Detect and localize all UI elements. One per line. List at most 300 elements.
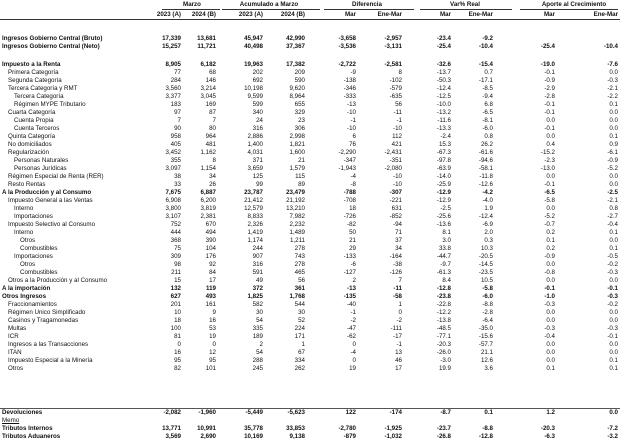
row-cell: 3,045 bbox=[200, 93, 216, 100]
row-cell: 1,579 bbox=[289, 165, 305, 172]
row-cell: 16 bbox=[174, 349, 181, 356]
row-cell: 6,887 bbox=[200, 189, 216, 196]
row-label: Régimen Especial de Renta (RER) bbox=[8, 173, 104, 180]
column-header: Ene-Mar bbox=[468, 11, 493, 18]
row-cell: 0 bbox=[212, 341, 216, 348]
row-cell: 24 bbox=[256, 117, 263, 124]
row-cell: -726 bbox=[343, 213, 356, 220]
row-cell: 421 bbox=[391, 141, 402, 148]
table-row bbox=[0, 357, 620, 365]
row-cell: 17,339 bbox=[162, 35, 181, 42]
table-row bbox=[0, 85, 620, 93]
row-cell: 0.0 bbox=[546, 317, 555, 324]
row-cell: -0.1 bbox=[544, 109, 555, 116]
table-row bbox=[0, 333, 620, 341]
row-cell: 340 bbox=[252, 109, 263, 116]
row-cell: 46 bbox=[395, 357, 402, 364]
table-row bbox=[0, 301, 620, 309]
row-cell: -0.1 bbox=[607, 333, 618, 340]
row-cell: 26 bbox=[209, 181, 216, 188]
row-cell: -579 bbox=[389, 85, 402, 92]
table-row bbox=[0, 109, 620, 117]
row-cell: -13.3 bbox=[436, 125, 451, 132]
row-cell: -8 bbox=[350, 181, 356, 188]
row-cell: 13,771 bbox=[162, 425, 181, 432]
row-cell: 3,097 bbox=[165, 165, 181, 172]
row-cell: -6.0 bbox=[482, 293, 493, 300]
table-row bbox=[0, 285, 620, 293]
table-row bbox=[0, 237, 620, 245]
row-cell: 670 bbox=[205, 221, 216, 228]
row-cell: 15 bbox=[174, 277, 181, 284]
row-cell: 100 bbox=[170, 325, 181, 332]
row-cell: -5,623 bbox=[287, 409, 305, 416]
table-row bbox=[0, 157, 620, 165]
row-cell: 202 bbox=[252, 69, 263, 76]
row-cell: 19.9 bbox=[438, 365, 451, 372]
row-cell: -12.6 bbox=[478, 181, 493, 188]
row-cell: 17,382 bbox=[286, 61, 305, 68]
row-cell: -0.8 bbox=[544, 269, 555, 276]
row-cell: 9,620 bbox=[289, 85, 305, 92]
row-cell: 3.6 bbox=[484, 365, 493, 372]
row-cell: 2.0 bbox=[484, 229, 493, 236]
table-row bbox=[0, 229, 620, 237]
row-cell: 18 bbox=[174, 317, 181, 324]
row-cell: 4,031 bbox=[247, 149, 263, 156]
row-cell: -133 bbox=[343, 253, 356, 260]
table-row bbox=[0, 173, 620, 181]
row-cell: -2,431 bbox=[384, 149, 402, 156]
row-cell: 56 bbox=[395, 101, 402, 108]
row-cell: -58 bbox=[393, 293, 402, 300]
row-cell: 97 bbox=[174, 109, 181, 116]
row-cell: 627 bbox=[170, 293, 181, 300]
row-cell: -2.8 bbox=[482, 309, 493, 316]
row-cell: 9 bbox=[212, 309, 216, 316]
row-cell: -135 bbox=[343, 293, 356, 300]
row-cell: 81 bbox=[174, 333, 181, 340]
row-cell: 3,377 bbox=[165, 93, 181, 100]
row-cell: -3,658 bbox=[338, 35, 356, 42]
row-cell: -126 bbox=[389, 269, 402, 276]
table-row bbox=[0, 433, 620, 441]
row-cell: 0.9 bbox=[609, 141, 618, 148]
row-cell: 146 bbox=[205, 77, 216, 84]
row-cell: -8.1 bbox=[482, 117, 493, 124]
row-cell: -67.3 bbox=[436, 149, 451, 156]
row-cell: -0.9 bbox=[544, 77, 555, 84]
row-cell: -1,943 bbox=[338, 165, 356, 172]
row-cell: 390 bbox=[205, 237, 216, 244]
row-cell: -6.9 bbox=[482, 221, 493, 228]
row-cell: 0.0 bbox=[546, 205, 555, 212]
row-cell: -307 bbox=[389, 189, 402, 196]
row-label: Casinos y Tragamonedas bbox=[8, 317, 79, 324]
table-row bbox=[0, 293, 620, 301]
row-label: ICR bbox=[8, 333, 19, 340]
row-cell: -351 bbox=[389, 157, 402, 164]
table-row bbox=[0, 189, 620, 197]
row-cell: -6.5 bbox=[544, 189, 555, 196]
row-cell: 119 bbox=[206, 285, 216, 292]
row-cell: -20.5 bbox=[478, 253, 493, 260]
row-cell: -635 bbox=[389, 93, 402, 100]
row-cell: 0.0 bbox=[609, 349, 618, 356]
row-cell: -0.2 bbox=[607, 261, 618, 268]
row-label: Interno bbox=[14, 205, 34, 212]
row-cell: 0.1 bbox=[609, 357, 618, 364]
row-cell: -38 bbox=[393, 261, 402, 268]
row-cell: -13.6 bbox=[436, 221, 451, 228]
row-label: Régimen Único Simplificado bbox=[8, 309, 86, 316]
row-cell: 68 bbox=[209, 69, 216, 76]
row-cell: -2.1 bbox=[607, 85, 618, 92]
row-cell: -4 bbox=[350, 349, 356, 356]
row-label: No domiciliados bbox=[8, 141, 52, 148]
group-header-acumulado: Acumulado a Marzo bbox=[239, 1, 299, 8]
table-row bbox=[0, 181, 620, 189]
row-cell: 582 bbox=[252, 301, 263, 308]
row-cell: 8,905 bbox=[165, 61, 181, 68]
row-cell: 10 bbox=[174, 309, 181, 316]
row-cell: -12.5 bbox=[436, 93, 451, 100]
row-cell: -0.3 bbox=[607, 325, 618, 332]
row-cell: -111 bbox=[390, 325, 402, 332]
row-cell: 71 bbox=[395, 229, 402, 236]
row-cell: -0.5 bbox=[607, 253, 618, 260]
row-cell: 8 bbox=[398, 69, 402, 76]
row-label: Tercera Categoría bbox=[14, 93, 64, 100]
row-cell: -788 bbox=[343, 189, 356, 196]
row-cell: 11,721 bbox=[197, 42, 216, 50]
group-header-var-real: Var% Real bbox=[450, 1, 480, 8]
row-cell: 1,211 bbox=[289, 237, 305, 244]
row-cell: 355 bbox=[170, 157, 181, 164]
row-cell: -2,722 bbox=[338, 61, 356, 68]
row-cell: -1 bbox=[396, 341, 402, 348]
row-cell: 45,947 bbox=[244, 35, 263, 42]
row-cell: -0.2 bbox=[607, 301, 618, 308]
row-cell: -97.8 bbox=[436, 157, 451, 164]
row-cell: 9,599 bbox=[247, 93, 263, 100]
row-label: Impuesto a la Renta bbox=[2, 61, 61, 68]
row-cell: -2.7 bbox=[607, 213, 618, 220]
row-cell: 161 bbox=[205, 301, 216, 308]
row-cell: 3,107 bbox=[165, 213, 181, 220]
row-cell: 0.0 bbox=[609, 125, 618, 132]
row-cell: 752 bbox=[170, 221, 181, 228]
table-row bbox=[0, 365, 620, 373]
row-cell: -11 bbox=[393, 109, 402, 116]
row-cell: -13 bbox=[347, 285, 356, 292]
row-cell: 1 bbox=[398, 301, 402, 308]
row-cell: 23,787 bbox=[244, 189, 263, 196]
group-underline-acumulado bbox=[222, 9, 320, 10]
row-cell: -0.1 bbox=[544, 101, 555, 108]
row-cell: 8,964 bbox=[289, 93, 305, 100]
table-row bbox=[0, 261, 620, 269]
row-cell: 10,991 bbox=[197, 425, 216, 432]
row-label: Impuesto General a las Ventas bbox=[8, 197, 93, 204]
row-cell: -1 bbox=[350, 117, 356, 124]
row-cell: 52 bbox=[298, 317, 305, 324]
row-cell: 0.0 bbox=[546, 349, 555, 356]
group-underline-marzo bbox=[162, 9, 220, 10]
row-cell: 10,169 bbox=[244, 433, 263, 440]
row-cell: 372 bbox=[252, 285, 263, 292]
row-cell: 2,326 bbox=[247, 221, 263, 228]
row-cell: 0.0 bbox=[609, 277, 618, 284]
row-cell: -13.8 bbox=[436, 317, 451, 324]
row-cell: -4 bbox=[350, 173, 356, 180]
table-row bbox=[0, 309, 620, 317]
row-cell: 132 bbox=[170, 285, 181, 292]
row-cell: 10.5 bbox=[480, 277, 493, 284]
table-row bbox=[0, 197, 620, 205]
row-cell: -10.4 bbox=[478, 42, 493, 50]
row-cell: 19,963 bbox=[244, 61, 263, 68]
row-cell: 907 bbox=[252, 253, 263, 260]
row-cell: 1,768 bbox=[289, 293, 305, 300]
row-cell: 6 bbox=[352, 133, 356, 140]
row-cell: -0.1 bbox=[544, 181, 555, 188]
row-cell: 309 bbox=[170, 253, 181, 260]
table-row bbox=[0, 213, 620, 221]
row-cell: 2,690 bbox=[200, 433, 216, 440]
row-cell: 278 bbox=[294, 261, 305, 268]
row-cell: -0.1 bbox=[544, 125, 555, 132]
row-cell: 7 bbox=[177, 117, 181, 124]
group-underline-var-real bbox=[420, 9, 512, 10]
row-cell: 0.8 bbox=[484, 133, 493, 140]
row-cell: 368 bbox=[170, 237, 181, 244]
row-cell: 655 bbox=[294, 101, 305, 108]
row-label: Resto Rentas bbox=[8, 181, 46, 188]
table-row bbox=[0, 117, 620, 125]
row-cell: -77.1 bbox=[436, 333, 451, 340]
row-cell: 0.0 bbox=[609, 117, 618, 124]
table-row bbox=[0, 317, 620, 325]
row-cell: -40 bbox=[347, 301, 356, 308]
row-label: Regularización bbox=[8, 149, 49, 156]
row-cell: 743 bbox=[294, 253, 305, 260]
row-label: Importaciones bbox=[14, 253, 53, 260]
row-cell: -879 bbox=[343, 433, 356, 440]
row-cell: -5.2 bbox=[607, 165, 618, 172]
row-cell: 38 bbox=[174, 173, 181, 180]
row-label: Combustibles bbox=[20, 245, 58, 252]
row-cell: -1 bbox=[396, 117, 402, 124]
table-row bbox=[0, 61, 620, 69]
row-cell: -12.4 bbox=[478, 213, 493, 220]
row-label: Impuesto Selectivo al Consumo bbox=[8, 221, 96, 228]
row-cell: 176 bbox=[205, 253, 216, 260]
row-label: Régimen MYPE Tributario bbox=[14, 101, 86, 108]
row-cell: 89 bbox=[298, 181, 305, 188]
row-cell: -13 bbox=[347, 101, 356, 108]
row-cell: 112 bbox=[392, 133, 402, 140]
row-cell: 30 bbox=[298, 309, 305, 316]
row-cell: -7.6 bbox=[607, 61, 618, 68]
row-cell: -347 bbox=[343, 157, 356, 164]
row-cell: -94.6 bbox=[478, 157, 493, 164]
row-cell: -8.8 bbox=[482, 301, 493, 308]
row-cell: 0.0 bbox=[546, 261, 555, 268]
row-cell: -1.0 bbox=[544, 293, 555, 300]
row-cell: -2.3 bbox=[544, 157, 555, 164]
row-cell: 12 bbox=[209, 349, 216, 356]
row-cell: 0.0 bbox=[609, 341, 618, 348]
row-cell: -47 bbox=[347, 325, 356, 332]
row-cell: -11.6 bbox=[437, 117, 451, 124]
row-cell: -11 bbox=[393, 285, 402, 292]
row-cell: -9 bbox=[350, 69, 356, 76]
row-label: ITAN bbox=[8, 349, 22, 356]
row-cell: 0.0 bbox=[609, 181, 618, 188]
row-cell: -1 bbox=[350, 309, 356, 316]
table-row bbox=[0, 349, 620, 357]
row-cell: 8.1 bbox=[442, 229, 451, 236]
column-header: 2024 (B) bbox=[191, 11, 216, 18]
row-cell: 444 bbox=[170, 229, 181, 236]
row-cell: 2,232 bbox=[289, 221, 305, 228]
row-label: Ingresos Gobierno Central (Bruto) bbox=[2, 35, 103, 42]
row-cell: 0.0 bbox=[546, 341, 555, 348]
row-cell: -94 bbox=[393, 221, 402, 228]
row-cell: -17.1 bbox=[478, 77, 493, 84]
row-cell: 95 bbox=[174, 357, 181, 364]
row-cell: 0.1 bbox=[609, 101, 618, 108]
row-cell: -15.4 bbox=[478, 61, 493, 68]
row-cell: 37,367 bbox=[286, 42, 305, 50]
table-row bbox=[0, 43, 620, 51]
row-cell: 481 bbox=[205, 141, 216, 148]
row-cell: -26.8 bbox=[436, 433, 451, 440]
row-cell: 13,210 bbox=[286, 205, 305, 212]
row-cell: -9.7 bbox=[440, 261, 451, 268]
row-cell: 15,257 bbox=[162, 42, 181, 50]
row-cell: 13 bbox=[395, 349, 402, 356]
column-header: Ene-Mar bbox=[377, 11, 402, 18]
row-cell: 544 bbox=[294, 301, 305, 308]
row-cell: 17 bbox=[395, 365, 402, 372]
row-cell: -25.6 bbox=[436, 213, 451, 220]
row-cell: -2,581 bbox=[384, 61, 402, 68]
row-cell: -23.5 bbox=[478, 269, 493, 276]
row-cell: -61.6 bbox=[478, 149, 493, 156]
row-cell: 0 bbox=[352, 357, 356, 364]
row-cell: 692 bbox=[252, 77, 263, 84]
row-cell: 631 bbox=[391, 205, 402, 212]
row-cell: -0.4 bbox=[544, 333, 555, 340]
row-cell: -2.9 bbox=[544, 85, 555, 92]
row-cell: 2 bbox=[259, 341, 263, 348]
row-cell: -48.5 bbox=[436, 325, 451, 332]
row-label: Interno bbox=[14, 229, 34, 236]
row-cell: 2,886 bbox=[247, 133, 263, 140]
row-label: Tributos Aduaneros bbox=[2, 433, 61, 440]
row-cell: 201 bbox=[170, 301, 181, 308]
row-cell: 30 bbox=[256, 309, 263, 316]
row-cell: 10.3 bbox=[480, 245, 493, 252]
row-cell: 171 bbox=[294, 333, 305, 340]
row-cell: -12.2 bbox=[436, 309, 451, 316]
row-cell: -25.9 bbox=[436, 181, 451, 188]
row-label: Quinta Categoría bbox=[8, 133, 56, 140]
row-cell: 26.2 bbox=[480, 141, 493, 148]
row-cell: -12.9 bbox=[436, 197, 451, 204]
row-cell: 33,853 bbox=[286, 425, 305, 432]
row-cell: 0.1 bbox=[609, 245, 618, 252]
row-cell: 7,982 bbox=[289, 213, 305, 220]
row-cell: 0.1 bbox=[484, 409, 493, 416]
row-label: Impuesto Especial a la Minería bbox=[8, 357, 93, 364]
row-cell: 34 bbox=[209, 173, 216, 180]
row-cell: 245 bbox=[252, 365, 263, 372]
row-cell: -3,536 bbox=[338, 42, 356, 50]
row-cell: 0.0 bbox=[609, 173, 618, 180]
row-cell: -9.2 bbox=[482, 35, 493, 42]
row-cell: -852 bbox=[389, 213, 402, 220]
row-cell: 50 bbox=[349, 229, 356, 236]
row-cell: -0.3 bbox=[607, 293, 618, 300]
row-cell: 1,821 bbox=[289, 141, 305, 148]
row-cell: -8.7 bbox=[440, 409, 451, 416]
row-cell: -23.4 bbox=[436, 35, 451, 42]
row-label: Tributos Internos bbox=[2, 425, 53, 432]
row-label: Otros Ingresos bbox=[2, 293, 47, 300]
row-cell: -10.4 bbox=[603, 42, 618, 50]
row-cell: 21,412 bbox=[244, 197, 263, 204]
row-cell: -102 bbox=[389, 77, 402, 84]
row-cell: 19 bbox=[349, 365, 356, 372]
row-cell: 0.1 bbox=[609, 229, 618, 236]
row-cell: -2,080 bbox=[384, 165, 402, 172]
table-row bbox=[0, 165, 620, 173]
row-cell: 6,182 bbox=[200, 61, 216, 68]
row-cell: 82 bbox=[174, 365, 181, 372]
row-cell: -5.8 bbox=[544, 197, 555, 204]
table-row bbox=[0, 277, 620, 285]
row-cell: 0.0 bbox=[546, 277, 555, 284]
group-header-aporte: Aporte al Crecimiento bbox=[541, 1, 607, 8]
row-cell: 284 bbox=[170, 77, 181, 84]
row-cell: -23.8 bbox=[436, 293, 451, 300]
row-cell: 183 bbox=[170, 101, 181, 108]
row-cell: -2.4 bbox=[440, 133, 451, 140]
row-label: Otros bbox=[20, 261, 36, 268]
row-cell: -5.8 bbox=[482, 285, 493, 292]
row-cell: 29 bbox=[349, 245, 356, 252]
row-cell: -1,032 bbox=[384, 433, 402, 440]
row-cell: -0.3 bbox=[607, 269, 618, 276]
row-cell: 8.4 bbox=[442, 277, 451, 284]
row-cell: -2,780 bbox=[338, 425, 356, 432]
row-cell: 0.0 bbox=[609, 69, 618, 76]
row-cell: 9,138 bbox=[289, 433, 305, 440]
row-cell: -1,925 bbox=[384, 425, 402, 432]
row-cell: 1,419 bbox=[247, 229, 263, 236]
row-label: Ingresos Gobierno Central (Neto) bbox=[2, 42, 100, 50]
row-cell: -0.1 bbox=[544, 69, 555, 76]
row-label: Cuenta Propia bbox=[14, 117, 54, 124]
table-row bbox=[0, 408, 620, 417]
row-label: Cuenta Terceros bbox=[14, 125, 60, 132]
row-cell: 0 bbox=[398, 309, 402, 316]
row-cell: 1,154 bbox=[200, 165, 216, 172]
row-cell: -4.2 bbox=[482, 189, 493, 196]
